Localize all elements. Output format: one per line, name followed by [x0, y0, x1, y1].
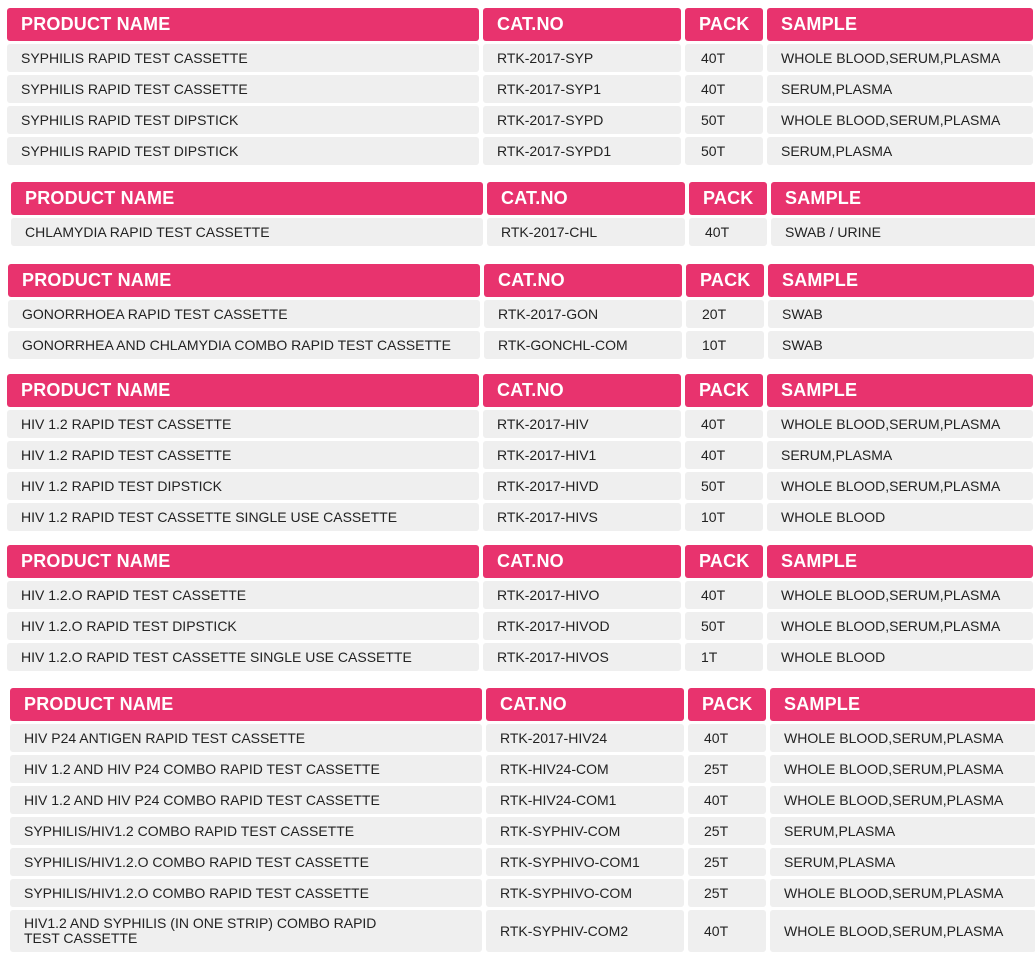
cell-pack: 10T [685, 503, 763, 531]
header-name: PRODUCT NAME [11, 182, 483, 215]
cell-sample: WHOLE BLOOD,SERUM,PLASMA [770, 724, 1035, 752]
cell-name: SYPHILIS RAPID TEST DIPSTICK [7, 137, 479, 165]
cell-sample: WHOLE BLOOD,SERUM,PLASMA [767, 106, 1033, 134]
cell-name: HIV 1.2 AND HIV P24 COMBO RAPID TEST CASSETTE [10, 755, 482, 783]
header-cat: CAT.NO [486, 688, 684, 721]
cell-pack: 40T [685, 581, 763, 609]
header-cat: CAT.NO [484, 264, 682, 297]
cell-pack: 1T [685, 643, 763, 671]
cell-pack: 40T [688, 724, 766, 752]
cell-sample: WHOLE BLOOD,SERUM,PLASMA [770, 786, 1035, 814]
cell-pack: 50T [685, 472, 763, 500]
cell-cat: RTK-2017-SYP1 [483, 75, 681, 103]
cell-cat: RTK-2017-HIVD [483, 472, 681, 500]
cell-sample: SERUM,PLASMA [767, 441, 1033, 469]
header-name: PRODUCT NAME [10, 688, 482, 721]
header-cat: CAT.NO [483, 374, 681, 407]
cell-cat: RTK-2017-HIVS [483, 503, 681, 531]
cell-pack: 10T [686, 331, 764, 359]
cell-name: HIV 1.2.O RAPID TEST DIPSTICK [7, 612, 479, 640]
cell-name: HIV 1.2 RAPID TEST DIPSTICK [7, 472, 479, 500]
header-cat: CAT.NO [483, 545, 681, 578]
header-pack: PACK [686, 264, 764, 297]
cell-pack: 40T [689, 218, 767, 246]
cell-name: SYPHILIS/HIV1.2.O COMBO RAPID TEST CASSETTE [10, 848, 482, 876]
cell-cat: RTK-HIV24-COM1 [486, 786, 684, 814]
cell-name: SYPHILIS RAPID TEST CASSETTE [7, 75, 479, 103]
header-pack: PACK [685, 545, 763, 578]
header-name: PRODUCT NAME [7, 8, 479, 41]
cell-sample: WHOLE BLOOD,SERUM,PLASMA [770, 879, 1035, 907]
cell-name: SYPHILIS RAPID TEST CASSETTE [7, 44, 479, 72]
cell-name: SYPHILIS RAPID TEST DIPSTICK [7, 106, 479, 134]
header-pack: PACK [685, 374, 763, 407]
header-name: PRODUCT NAME [7, 545, 479, 578]
cell-name: HIV 1.2 RAPID TEST CASSETTE [7, 441, 479, 469]
cell-cat: RTK-HIV24-COM [486, 755, 684, 783]
header-pack: PACK [689, 182, 767, 215]
header-pack: PACK [688, 688, 766, 721]
cell-sample: SERUM,PLASMA [767, 75, 1033, 103]
header-cat: CAT.NO [483, 8, 681, 41]
cell-cat: RTK-2017-HIV [483, 410, 681, 438]
header-sample: SAMPLE [771, 182, 1035, 215]
cell-name: SYPHILIS/HIV1.2.O COMBO RAPID TEST CASSETTE [10, 879, 482, 907]
cell-cat: RTK-2017-HIVO [483, 581, 681, 609]
cell-name: HIV 1.2.O RAPID TEST CASSETTE SINGLE USE CASSETTE [7, 643, 479, 671]
cell-cat: RTK-2017-HIV24 [486, 724, 684, 752]
cell-name: SYPHILIS/HIV1.2 COMBO RAPID TEST CASSETTE [10, 817, 482, 845]
cell-pack: 50T [685, 612, 763, 640]
cell-sample: WHOLE BLOOD,SERUM,PLASMA [767, 581, 1033, 609]
cell-cat: RTK-2017-HIVOS [483, 643, 681, 671]
cell-cat: RTK-SYPHIV-COM [486, 817, 684, 845]
cell-name: GONORRHEA AND CHLAMYDIA COMBO RAPID TEST CASSETTE [8, 331, 480, 359]
cell-sample: WHOLE BLOOD [767, 503, 1033, 531]
cell-sample: WHOLE BLOOD,SERUM,PLASMA [767, 472, 1033, 500]
cell-name: HIV P24 ANTIGEN RAPID TEST CASSETTE [10, 724, 482, 752]
header-sample: SAMPLE [767, 545, 1033, 578]
header-pack: PACK [685, 8, 763, 41]
cell-cat: RTK-SYPHIVO-COM [486, 879, 684, 907]
cell-pack: 50T [685, 137, 763, 165]
cell-sample: WHOLE BLOOD,SERUM,PLASMA [770, 755, 1035, 783]
cell-sample: SWAB / URINE [771, 218, 1035, 246]
cell-sample: WHOLE BLOOD,SERUM,PLASMA [767, 410, 1033, 438]
cell-pack: 40T [685, 75, 763, 103]
cell-cat: RTK-2017-SYPD1 [483, 137, 681, 165]
cell-cat: RTK-2017-SYPD [483, 106, 681, 134]
cell-pack: 40T [685, 44, 763, 72]
cell-name: HIV 1.2 AND HIV P24 COMBO RAPID TEST CASSETTE [10, 786, 482, 814]
cell-pack: 25T [688, 848, 766, 876]
cell-cat: RTK-2017-HIV1 [483, 441, 681, 469]
cell-sample: SERUM,PLASMA [770, 817, 1035, 845]
cell-pack: 50T [685, 106, 763, 134]
cell-cat: RTK-GONCHL-COM [484, 331, 682, 359]
cell-sample: WHOLE BLOOD,SERUM,PLASMA [767, 612, 1033, 640]
cell-pack: 25T [688, 879, 766, 907]
cell-name: HIV 1.2 RAPID TEST CASSETTE SINGLE USE CASSETTE [7, 503, 479, 531]
cell-sample: WHOLE BLOOD,SERUM,PLASMA [770, 910, 1035, 952]
header-sample: SAMPLE [768, 264, 1034, 297]
header-sample: SAMPLE [770, 688, 1035, 721]
header-cat: CAT.NO [487, 182, 685, 215]
cell-sample: SERUM,PLASMA [770, 848, 1035, 876]
cell-pack: 40T [685, 410, 763, 438]
cell-pack: 40T [688, 910, 766, 952]
cell-sample: SERUM,PLASMA [767, 137, 1033, 165]
cell-sample: WHOLE BLOOD [767, 643, 1033, 671]
cell-name: CHLAMYDIA RAPID TEST CASSETTE [11, 218, 483, 246]
cell-pack: 40T [688, 786, 766, 814]
cell-pack: 20T [686, 300, 764, 328]
header-name: PRODUCT NAME [8, 264, 480, 297]
cell-pack: 40T [685, 441, 763, 469]
cell-cat: RTK-2017-SYP [483, 44, 681, 72]
cell-name: HIV 1.2.O RAPID TEST CASSETTE [7, 581, 479, 609]
cell-name: HIV1.2 AND SYPHILIS (IN ONE STRIP) COMBO RAPID TEST CASSETTE [24, 915, 377, 946]
cell-cat: RTK-2017-CHL [487, 218, 685, 246]
cell-sample: SWAB [768, 331, 1034, 359]
cell-sample: SWAB [768, 300, 1034, 328]
cell-cat: RTK-2017-HIVOD [483, 612, 681, 640]
cell-pack: 25T [688, 755, 766, 783]
header-sample: SAMPLE [767, 374, 1033, 407]
cell-cat: RTK-SYPHIVO-COM1 [486, 848, 684, 876]
cell-cat: RTK-SYPHIV-COM2 [486, 910, 684, 952]
cell-cat: RTK-2017-GON [484, 300, 682, 328]
cell-name: GONORRHOEA RAPID TEST CASSETTE [8, 300, 480, 328]
cell-pack: 25T [688, 817, 766, 845]
header-name: PRODUCT NAME [7, 374, 479, 407]
header-sample: SAMPLE [767, 8, 1033, 41]
cell-name: HIV 1.2 RAPID TEST CASSETTE [7, 410, 479, 438]
cell-sample: WHOLE BLOOD,SERUM,PLASMA [767, 44, 1033, 72]
